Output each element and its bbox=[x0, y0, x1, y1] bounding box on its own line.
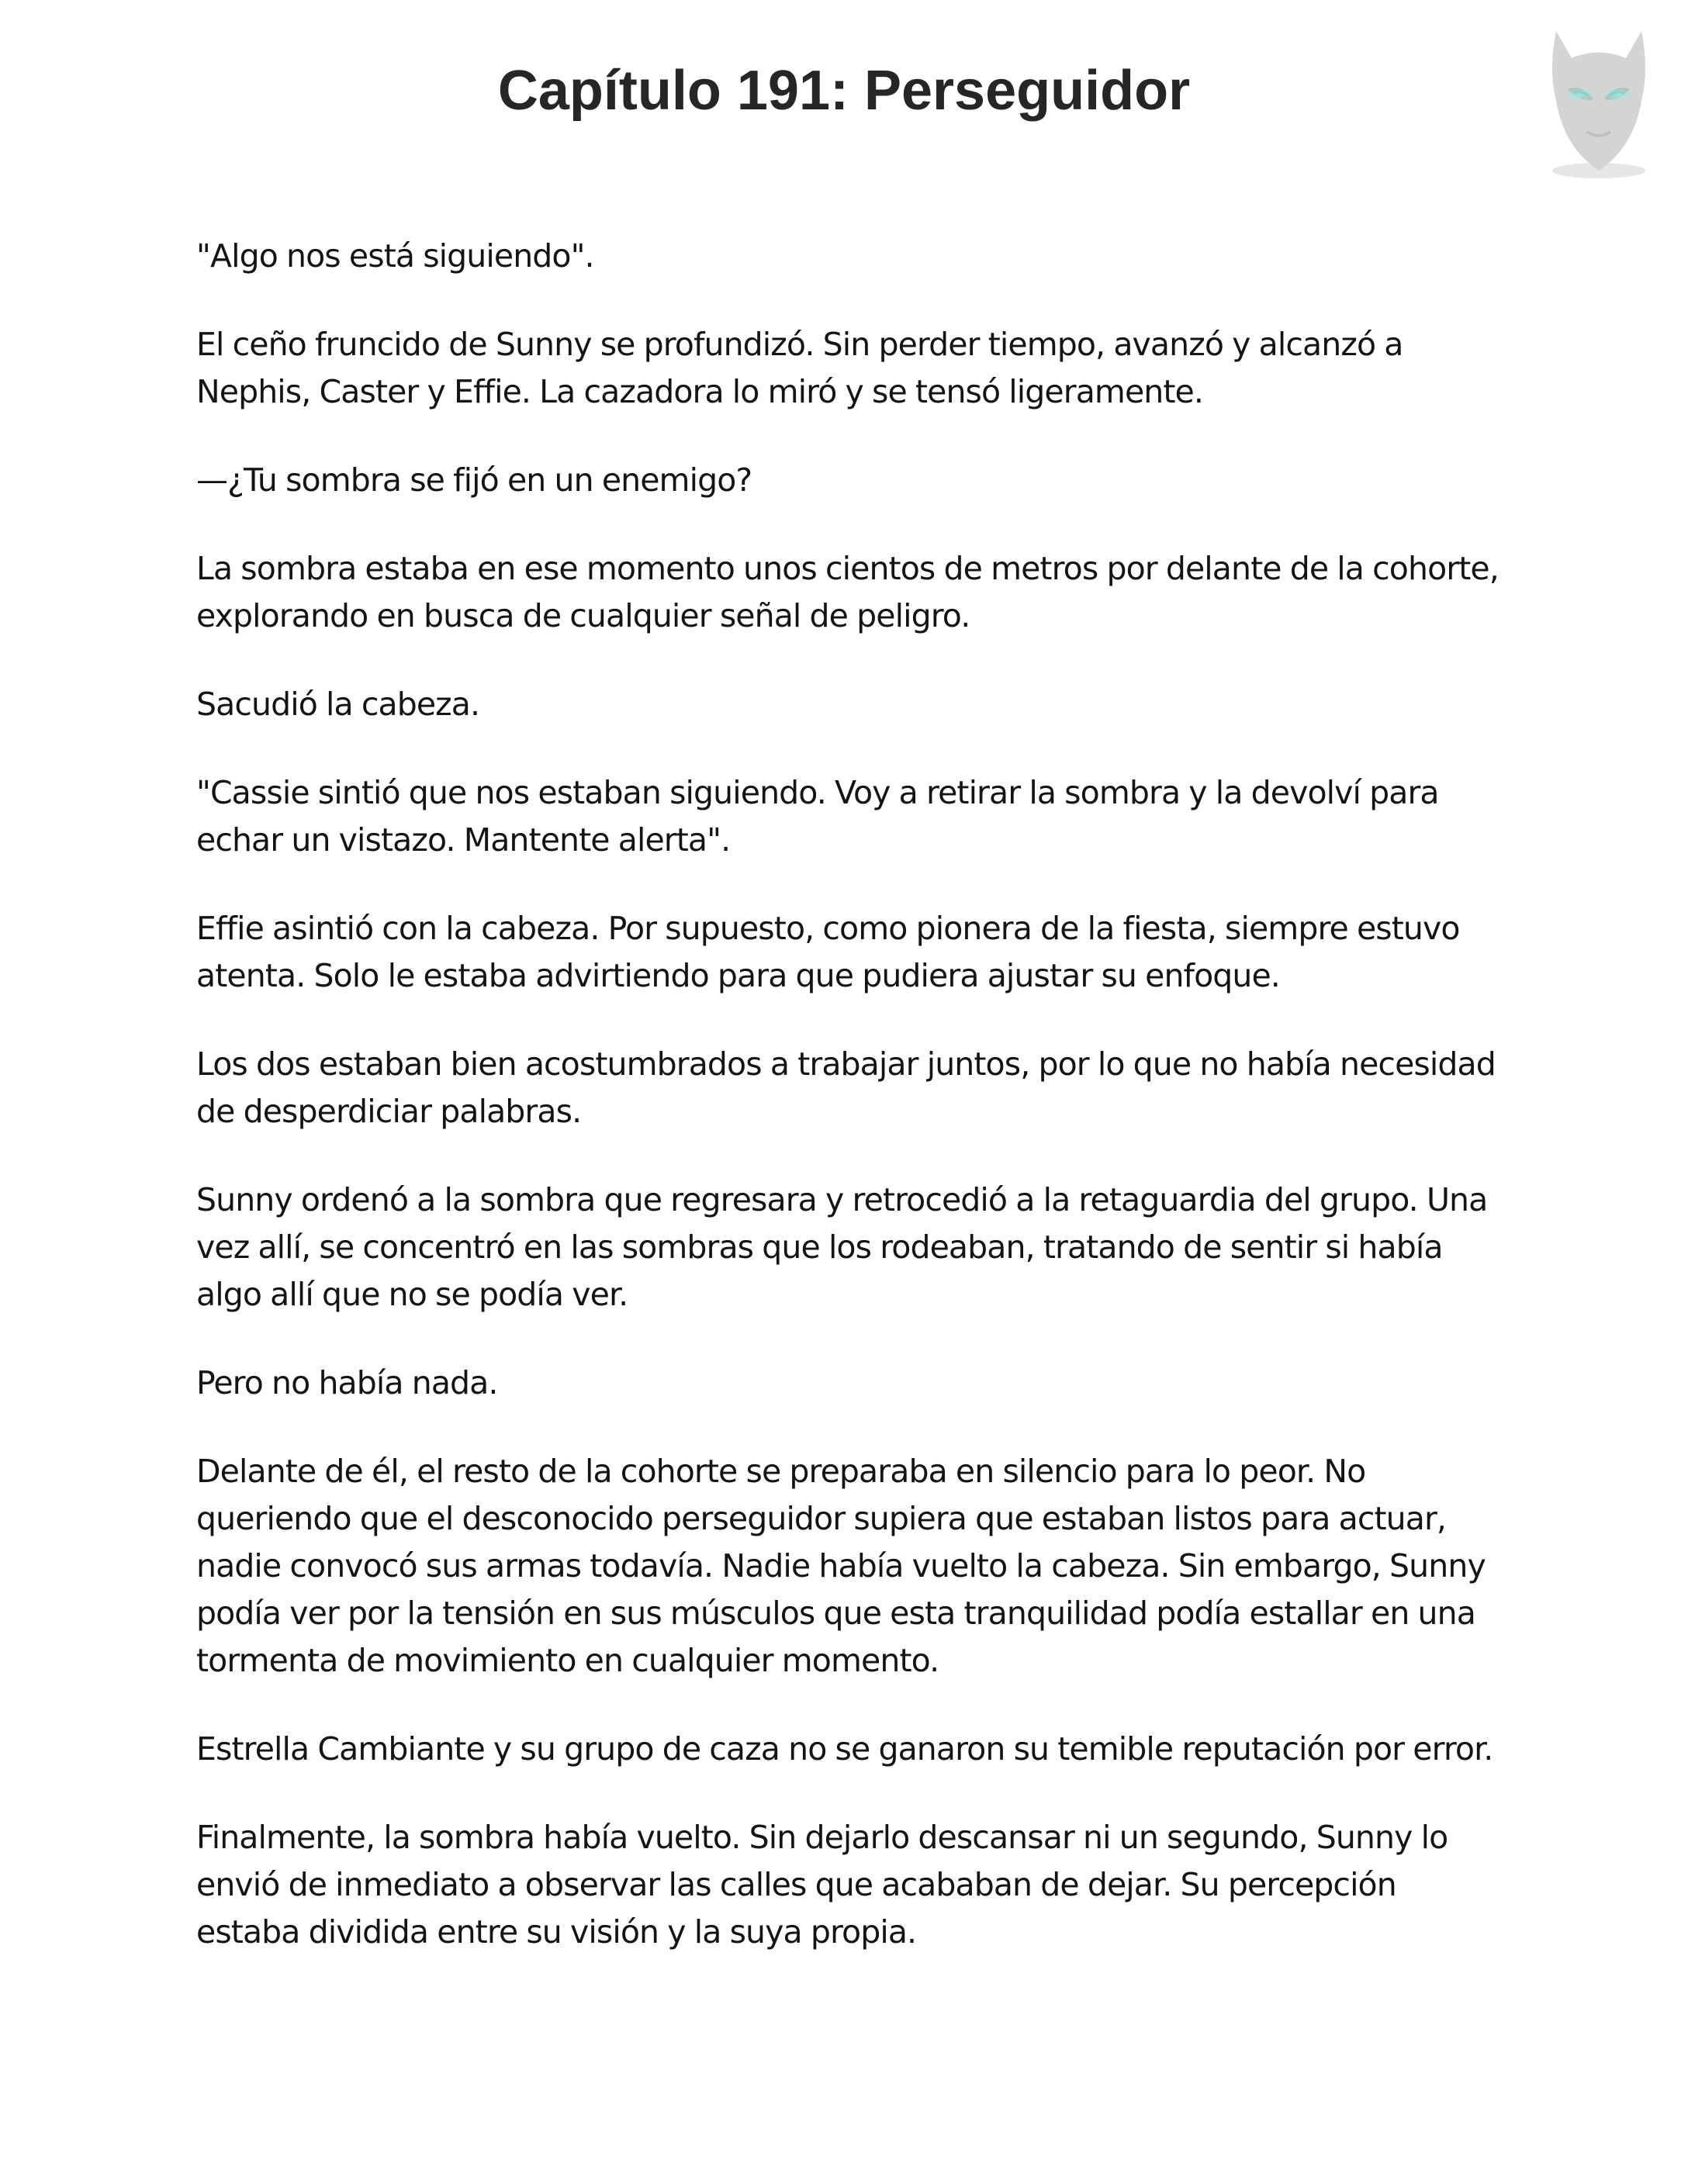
paragraph: Effie asintió con la cabeza. Por supuesto, como pionera de la fiesta, siempre estuvo atenta. Solo le estaba advirtiendo para que pudiera ajustar su enfoque. bbox=[196, 910, 1460, 994]
paragraph: Finalmente, la sombra había vuelto. Sin dejarlo descansar ni un segundo, Sunny lo envió de inmediato a observar las calles que acababan de dejar. Su percepción estaba dividida entre su visión y la suya propia. bbox=[196, 1819, 1448, 1951]
paragraph: "Algo nos está siguiendo". bbox=[196, 237, 594, 275]
paragraph: Los dos estaban bien acostumbrados a trabajar juntos, por lo que no había necesidad de desperdiciar palabras. bbox=[196, 1045, 1496, 1130]
paragraph: Pero no había nada. bbox=[196, 1364, 498, 1401]
paragraph: Sunny ordenó a la sombra que regresara y retrocedió a la retaguardia del grupo. Una vez allí, se concentró en las sombras que los rodeaban, tratando de sentir si había algo allí que no se podía ver. bbox=[196, 1181, 1488, 1313]
demon-mask-icon bbox=[1525, 16, 1672, 186]
paragraph: La sombra estaba en ese momento unos cientos de metros por delante de la cohorte, explorando en busca de cualquier señal de peligro. bbox=[196, 550, 1499, 634]
paragraph: Delante de él, el resto de la cohorte se preparaba en silencio para lo peor. No queriendo que el desconocido perseguidor supiera que estaban listos para actuar, nadie convocó sus armas todavía. Nadie había vuelto la cabeza. Sin embargo, Sunny podía ver por la tensión en sus músculos que esta tranquilidad podía estallar en una tormenta de movimiento en cualquier momento. bbox=[196, 1453, 1486, 1679]
paragraph: —¿Tu sombra se fijó en un enemigo? bbox=[196, 461, 752, 499]
chapter-body bbox=[196, 233, 1507, 1997]
paragraph: El ceño fruncido de Sunny se profundizó. Sin perder tiempo, avanzó y alcanzó a Nephis, Caster y Effie. La cazadora lo miró y se tensó ligeramente. bbox=[196, 326, 1403, 410]
paragraph: Estrella Cambiante y su grupo de caza no se ganaron su temible reputación por error. bbox=[196, 1730, 1493, 1768]
paragraph: Sacudió la cabeza. bbox=[196, 686, 480, 723]
chapter-title: Capítulo 191: Perseguidor bbox=[497, 60, 1191, 122]
paragraph: "Cassie sintió que nos estaban siguiendo. Voy a retirar la sombra y la devolví para echar un vistazo. Mantente alerta". bbox=[196, 774, 1439, 859]
